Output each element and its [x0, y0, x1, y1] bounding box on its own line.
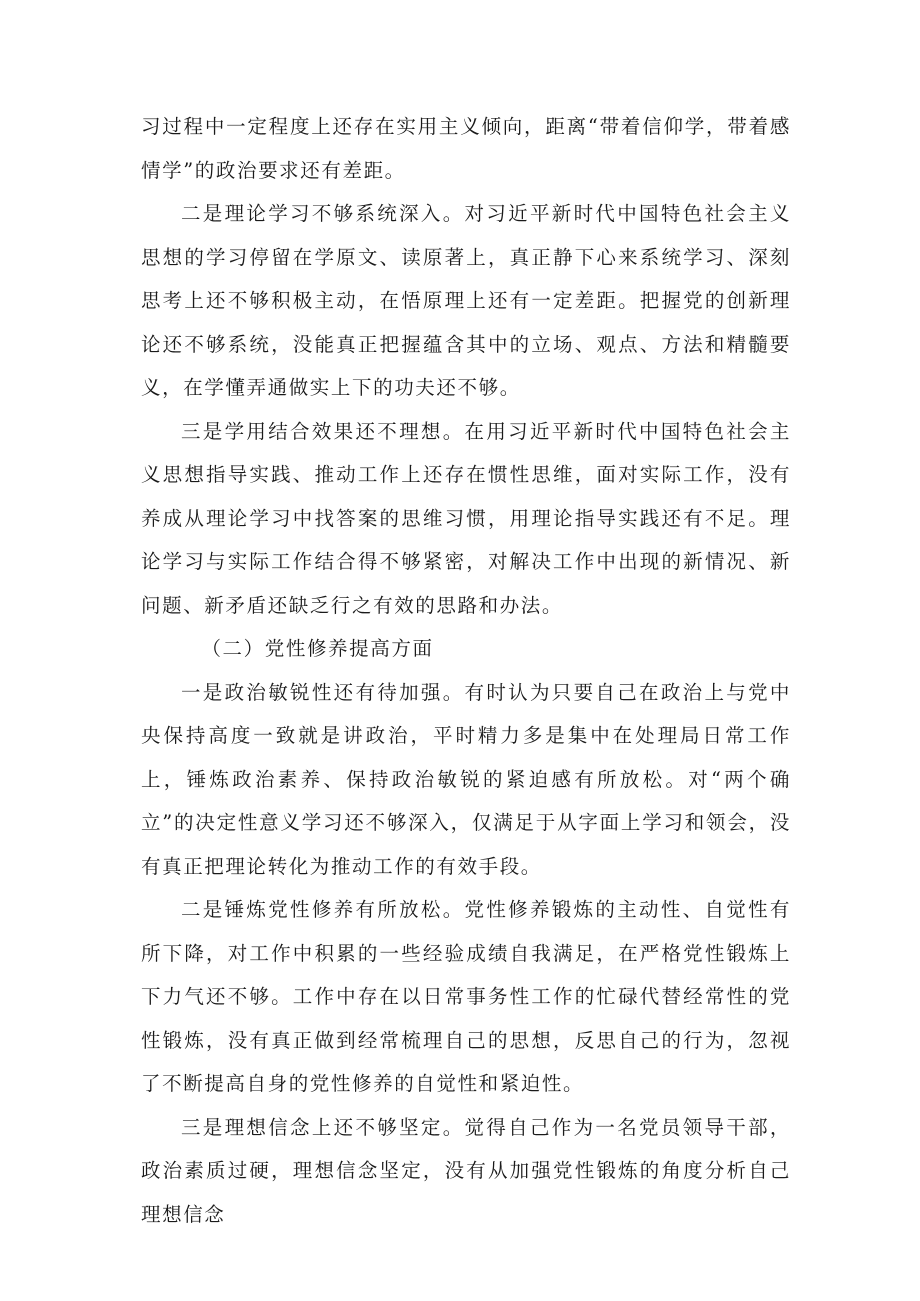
paragraph-party-cultivation: 二是锤炼党性修养有所放松。党性修养锻炼的主动性、自觉性有所下降，对工作中积累的一些经验成绩自我满足，在严格党性锻炼上下力气还不够。工作中存在以日常事务性工作的忙碌代替经常性的党性锻炼，没有真正做到经常梳理自己的思想，反思自己的行为，忽视了不断提高自身的党性修养的自觉性和紧迫性。: [141, 898, 791, 1095]
document-body: [141, 105, 791, 1236]
paragraph-study-application: 三是学用结合效果还不理想。在用习近平新时代中国特色社会主义思想指导实践、推动工作上还存在惯性思维，面对实际工作，没有养成从理论学习中找答案的思维习惯，用理论指导实践还有不足。理论学习与实际工作结合得不够紧密，对解决工作中出现的新情况、新问题、新矛盾还缺乏行之有效的思路和办法。: [141, 419, 791, 617]
paragraph-theory-study: 二是理论学习不够系统深入。对习近平新时代中国特色社会主义思想的学习停留在学原文、读原著上，真正静下心来系统学习、深刻思考上还不够积极主动，在悟原理上还有一定差距。把握党的创新理论还不够系统，没能真正把握蕴含其中的立场、观点、方法和精髓要义，在学懂弄通做实上下的功夫还不够。: [141, 202, 791, 399]
paragraph-political-acuity: 一是政治敏锐性还有待加强。有时认为只要自己在政治上与党中央保持高度一致就是讲政治，平时精力多是集中在处理局日常工作上，锤炼政治素养、保持政治敏锐的紧迫感有所放松。对“两个确立”的决定性意义学习还不够深入，仅满足于从字面上学习和领会，没有真正把理论转化为推动工作的有效手段。: [141, 680, 791, 878]
section-heading-party-spirit: （二）党性修养提高方面: [201, 637, 434, 660]
paragraph-ideals-beliefs: 三是理想信念上还不够坚定。觉得自己作为一名党员领导干部，政治素质过硬，理想信念坚定，没有从加强党性锻炼的角度分析自己理想信念: [141, 1115, 791, 1226]
paragraph-continued: 习过程中一定程度上还存在实用主义倾向，距离“带着信仰学，带着感情学”的政治要求还有差距。: [141, 115, 791, 182]
